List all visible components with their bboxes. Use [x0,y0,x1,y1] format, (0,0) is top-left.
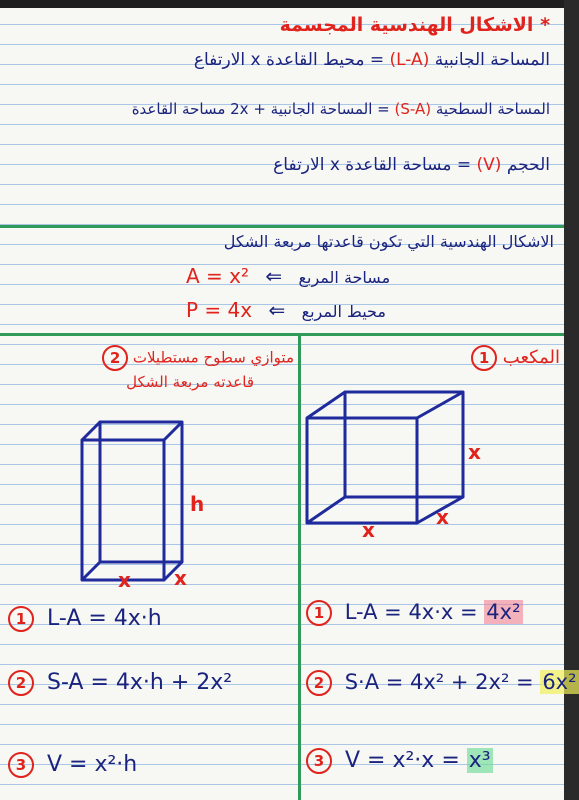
title-star: * [540,14,550,36]
title-text: الاشكال الهندسية المجسمة [279,14,534,36]
formula-line-surface-area [132,100,550,118]
lateral-eq: = [369,50,385,70]
cube-edge-tr [417,392,463,418]
volume-eq: = [456,155,472,175]
prism-formula-2 [8,670,232,696]
square-perimeter-formula: P = 4x [186,298,253,322]
divider-2 [0,333,564,336]
arrow-icon-2: ⇐ [268,298,286,322]
cube-label-x-side: x [436,505,449,529]
volume-abbr: (V) [476,155,502,175]
prism-formula-1-text: L-A = 4x·h [47,606,162,631]
prism-formula-1 [8,606,162,632]
prism-title-text-1: متوازي سطوح مستطيلات [132,348,294,367]
page-top-edge [0,0,564,8]
page-title [280,14,550,36]
cube-formula-3 [306,748,493,774]
cube-edge-bl [307,497,345,523]
square-base-title-text: الاشكال الهندسية التي تكون قاعدتها مربعة الشكل [223,232,554,251]
surface-label: المساحة السطحية [435,100,550,118]
prism-formula-3-badge: 3 [8,752,34,778]
divider-vertical [298,336,301,800]
arrow-icon: ⇐ [265,264,283,288]
square-base-title [224,232,554,251]
cube-label-x-front: x [362,518,375,542]
cube-formula-3-badge: 3 [306,748,332,774]
prism-title [98,345,294,393]
cube-formula-3-result: x³ [468,748,491,773]
prism-label-h: h [190,492,205,516]
cube-formula-1-text: L-A = 4x·x = [344,600,485,624]
cube-title [467,345,560,371]
cube-formula-2-text: S·A = 4x² + 2x² = [344,670,541,694]
prism-formula-3 [8,752,137,778]
prism-formula-2-text: S-A = 4x·h + 2x² [47,670,233,695]
cube-formula-2-badge: 2 [306,670,332,696]
cube-formula-3-text: V = x²·x = [345,748,467,773]
prism-formula-2-badge: 2 [8,670,34,696]
square-area-label: مساحة المربع [298,268,391,287]
cube-formula-1-result: 4x² [486,600,521,624]
prism-back-face [100,422,182,562]
surface-abbr: (S-A) [394,100,432,118]
prism-label-x-front: x [118,568,131,592]
surface-expr: المساحة الجانبية + 2x مساحة القاعدة [131,100,373,118]
square-perimeter-row [186,298,386,322]
square-area-row [186,264,390,288]
cube-formula-1-badge: 1 [306,600,332,626]
square-perimeter-label: محيط المربع [301,302,386,321]
prism-number-badge: 2 [102,345,128,371]
formula-line-volume [273,155,550,175]
square-area-formula: A = x² [186,264,250,288]
volume-label: الحجم [506,155,550,175]
lateral-expr: محيط القاعدة x الارتفاع [193,50,365,70]
cube-number-badge: 1 [471,345,497,371]
volume-expr: مساحة القاعدة x الارتفاع [273,155,452,175]
cube-title-text: المكعب [502,347,560,368]
prism-front-face [82,440,164,580]
cube-formula-2-result: 6x² [542,670,577,694]
prism-formula-1-badge: 1 [8,606,34,632]
formula-line-lateral-area [194,50,550,70]
divider-1 [0,225,564,228]
prism-edge-bl [82,562,100,580]
cube-label-x-right: x [468,440,481,464]
surface-eq: = [377,100,390,118]
cube-edge-tl [307,392,345,418]
prism-title-line-1 [98,345,294,371]
lateral-abbr: (L-A) [389,50,430,70]
prism-title-line-2: قاعدته مربعة الشكل [126,373,254,391]
prism-label-x-side: x [174,566,187,590]
prism-edge-tl [82,422,100,440]
lateral-label: المساحة الجانبية [434,50,550,70]
prism-edge-tr [164,422,182,440]
cube-formula-2 [306,670,579,696]
cube-formula-1 [306,600,523,626]
prism-formula-3-text: V = x²·h [47,752,138,777]
cube-front-face [307,418,417,523]
cube-back-face [345,392,463,497]
